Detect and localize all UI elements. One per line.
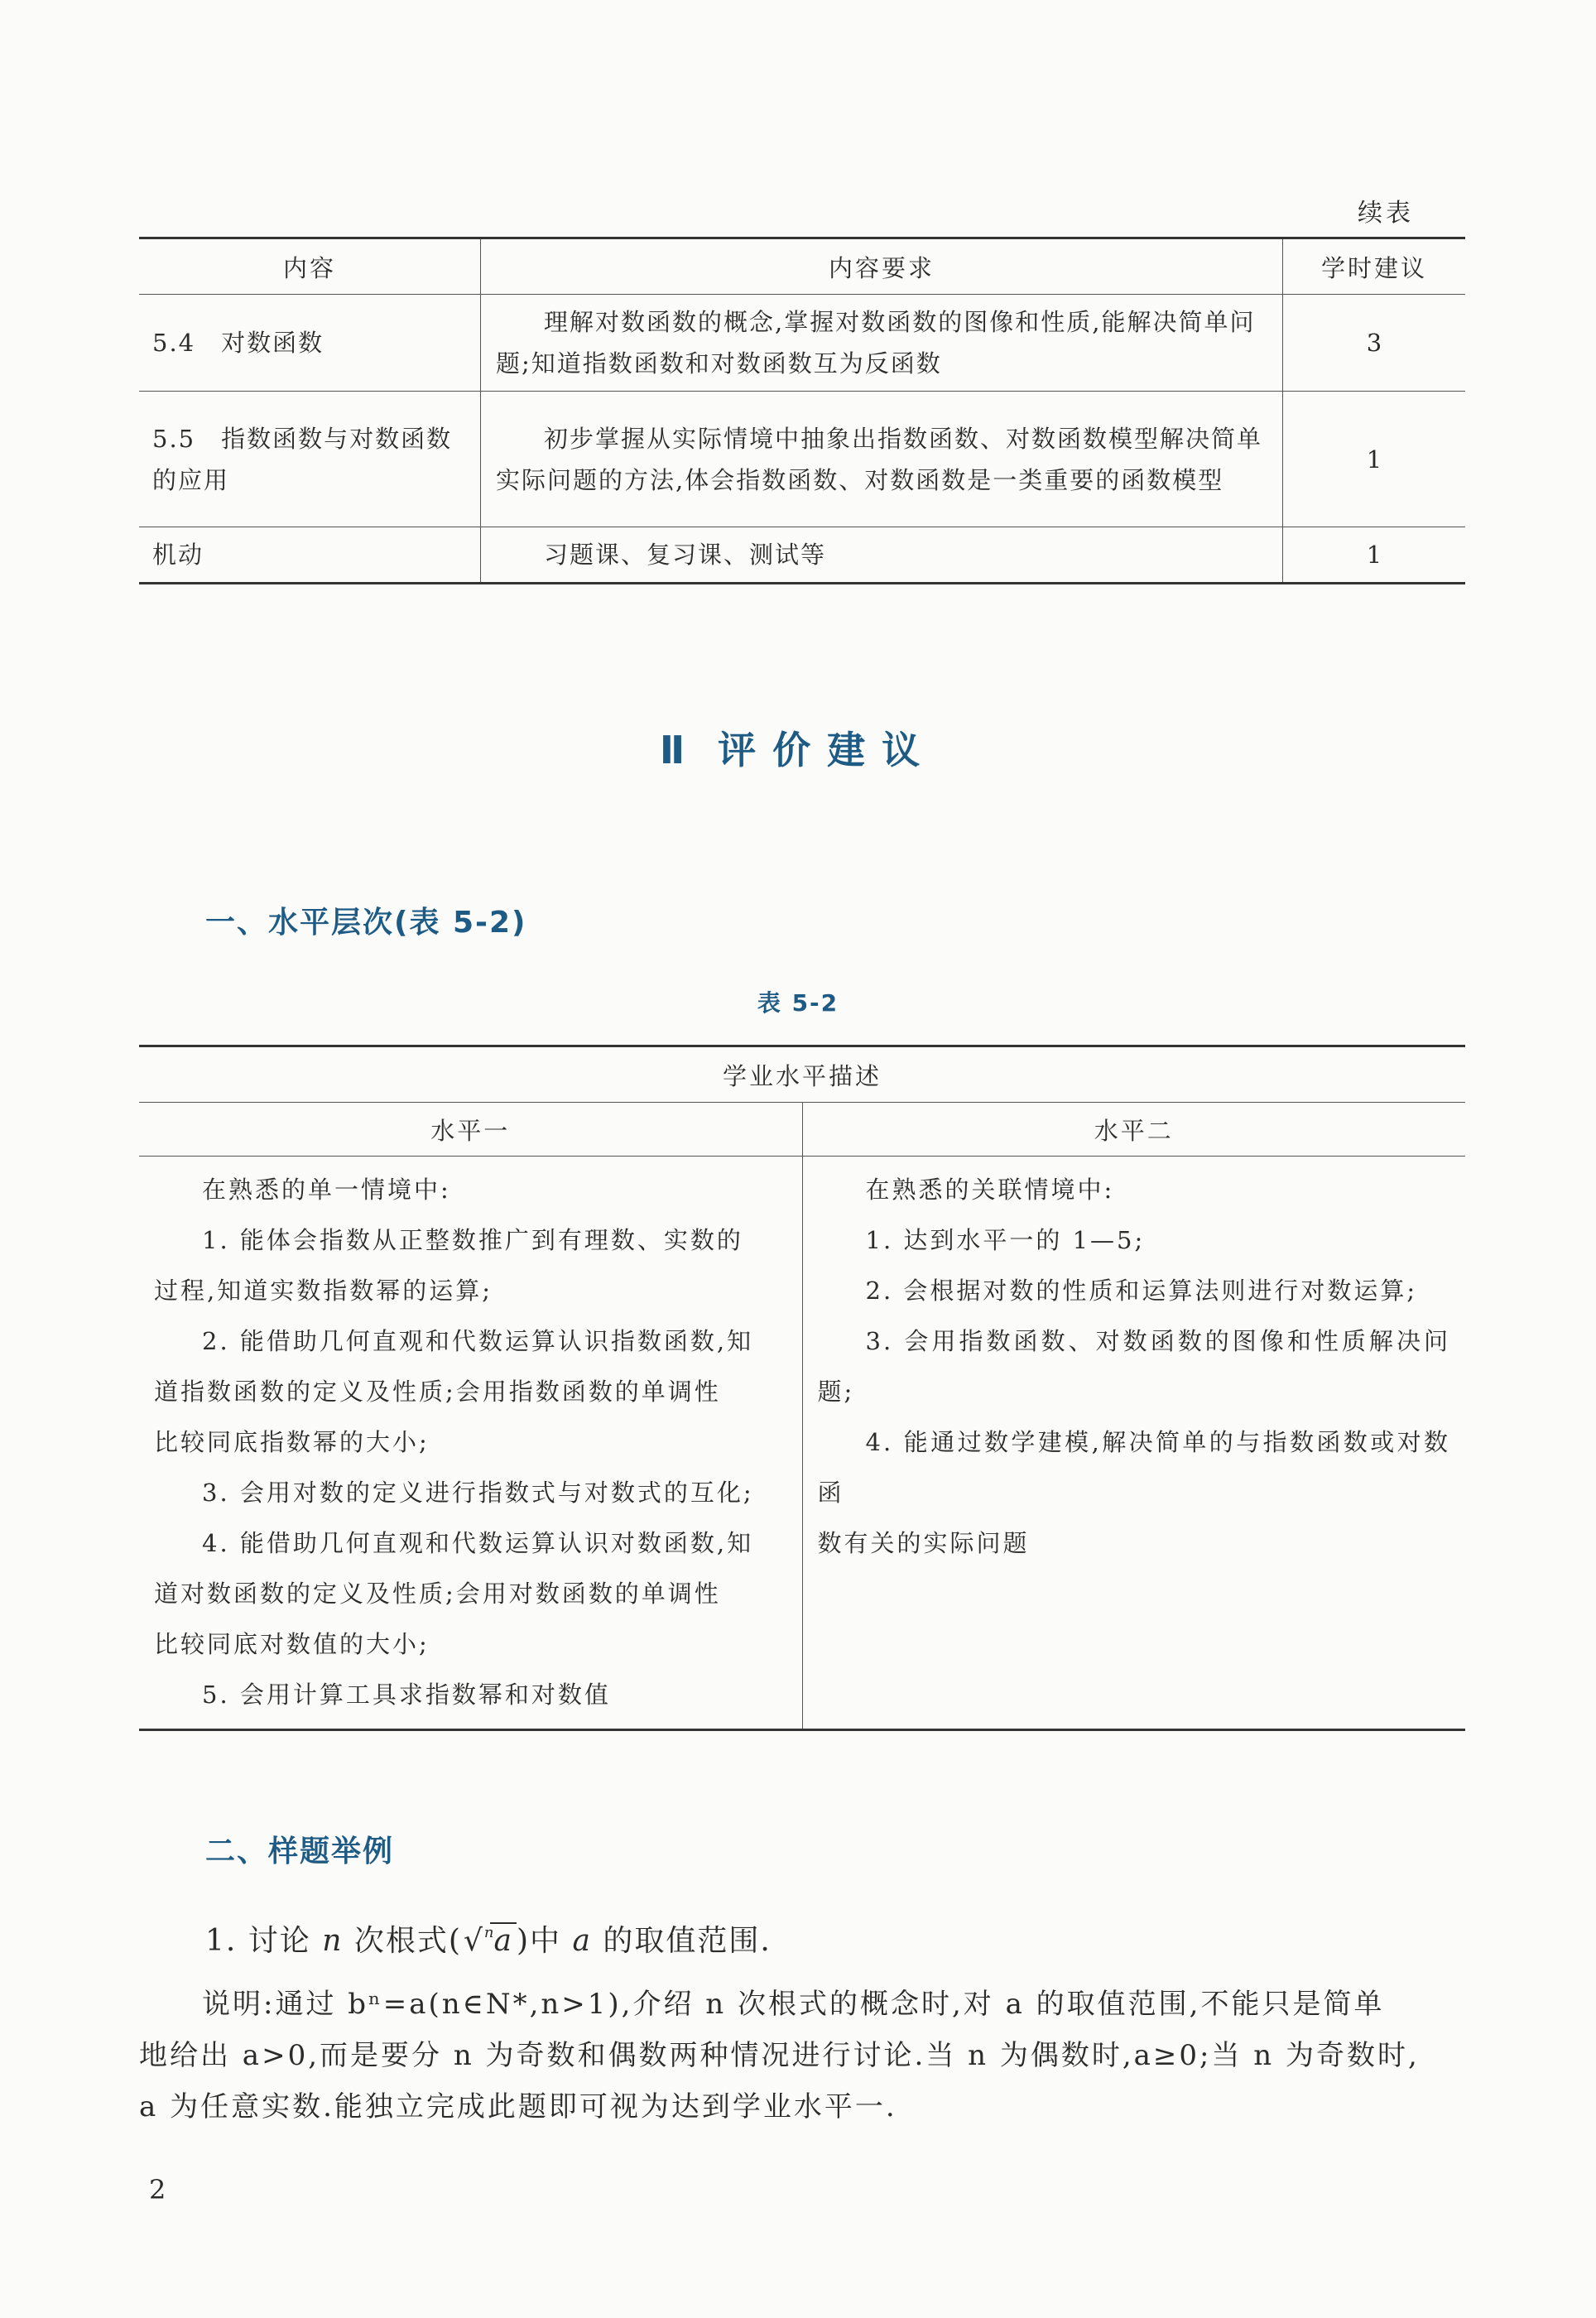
question-var-a: a xyxy=(572,1924,592,1958)
table-row xyxy=(139,392,1465,527)
section-number: Ⅱ xyxy=(659,728,685,772)
list-item: 3. 会用对数的定义进行指数式与对数式的互化; xyxy=(202,1479,754,1507)
question-text: 的取值范围. xyxy=(591,1924,772,1958)
level2-header: 水平二 xyxy=(802,1103,1465,1157)
section-heading xyxy=(0,720,1596,775)
list-item: 4. 能通过数学建模,解决简单的与指数函数或对数函 xyxy=(817,1428,1450,1507)
list-item: 5. 会用计算工具求指数幂和对数值 xyxy=(202,1681,611,1709)
table-caption: 表 5-2 xyxy=(757,989,839,1017)
row-requirement: 初步掌握从实际情境中抽象出指数函数、对数函数模型解决简单实际问题的方法,体会指数函数、对数函数是一类重要的函数模型 xyxy=(481,392,1283,527)
header-requirement: 内容要求 xyxy=(481,238,1283,295)
list-item: 在熟悉的关联情境中: xyxy=(865,1176,1115,1204)
nth-root-expression: √$^n$a xyxy=(462,1924,517,1958)
level-table xyxy=(139,1045,1465,1731)
header-hours: 学时建议 xyxy=(1283,238,1466,295)
table-header-row xyxy=(139,238,1465,295)
list-item: 过程,知道实数指数幂的运算; xyxy=(154,1277,493,1305)
level1-header: 水平一 xyxy=(139,1103,802,1157)
list-item: 4. 能借助几何直观和代数运算认识对数函数,知 xyxy=(202,1529,754,1557)
list-item: 比较同底指数幂的大小; xyxy=(154,1428,430,1456)
level-body-row xyxy=(139,1157,1465,1730)
row-hours: 1 xyxy=(1283,392,1466,527)
level-header-row xyxy=(139,1103,1465,1157)
list-item: 3. 会用指数函数、对数函数的图像和性质解决问题; xyxy=(817,1327,1450,1406)
row-content: 5.5 指数函数与对数函数的应用 xyxy=(139,392,481,527)
row-requirement: 习题课、复习课、测试等 xyxy=(481,527,1283,584)
row-hours: 1 xyxy=(1283,527,1466,584)
table-row xyxy=(139,527,1465,584)
root-radicand: a xyxy=(490,1922,516,1958)
level2-cell xyxy=(802,1157,1465,1730)
question-text: 次根式( xyxy=(343,1924,462,1958)
continued-table-label: 续表 xyxy=(1358,199,1414,228)
root-index: n xyxy=(483,1924,496,1941)
row-content: 机动 xyxy=(139,527,481,584)
explanation-line: 说明:通过 bⁿ=a(n∈N*,n>1),介绍 n 次根式的概念时,对 a 的取值范围,不能只是简单 xyxy=(202,1988,1385,2021)
example-question xyxy=(205,1917,772,1960)
subsection-heading-levels: 一、水平层次(表 5-2) xyxy=(205,906,527,940)
list-item: 2. 会根据对数的性质和运算法则进行对数运算; xyxy=(865,1277,1418,1305)
curriculum-table xyxy=(139,237,1465,584)
row-content: 5.4 对数函数 xyxy=(139,295,481,392)
list-item: 2. 能借助几何直观和代数运算认识指数函数,知 xyxy=(202,1327,754,1355)
level-table-title-row xyxy=(139,1046,1465,1103)
row-requirement: 理解对数函数的概念,掌握对数函数的图像和性质,能解决简单问题;知道指数函数和对数函数互为反函数 xyxy=(481,295,1283,392)
list-item: 道对数函数的定义及性质;会用对数函数的单调性 xyxy=(154,1580,721,1608)
row-hours: 3 xyxy=(1283,295,1466,392)
explanation-line: a 为任意实数.能独立完成此题即可视为达到学业水平一. xyxy=(139,2090,897,2123)
list-item: 道指数函数的定义及性质;会用指数函数的单调性 xyxy=(154,1378,721,1406)
explanation-line: 地给出 a>0,而是要分 n 为奇数和偶数两种情况进行讨论.当 n 为偶数时,a≥0;当 n 为奇数时, xyxy=(139,2039,1420,2072)
list-item: 数有关的实际问题 xyxy=(817,1529,1030,1557)
example-explanation xyxy=(139,1979,1465,2133)
list-item: 比较同底对数值的大小; xyxy=(154,1630,430,1658)
page-number: 2 xyxy=(149,2174,166,2205)
level-table-title: 学业水平描述 xyxy=(139,1046,1465,1103)
section-title-text: 评价建议 xyxy=(718,728,937,772)
subsection-heading-examples: 二、样题举例 xyxy=(205,1835,395,1868)
header-content: 内容 xyxy=(139,238,481,295)
question-text: 1. 讨论 xyxy=(205,1924,323,1958)
list-item: 1. 达到水平一的 1—5; xyxy=(865,1226,1146,1254)
level1-cell xyxy=(139,1157,802,1730)
table-row xyxy=(139,295,1465,392)
list-item: 1. 能体会指数从正整数推广到有理数、实数的 xyxy=(202,1226,743,1254)
list-item: 在熟悉的单一情境中: xyxy=(202,1176,451,1204)
question-text: )中 xyxy=(516,1924,573,1958)
question-var-n: n xyxy=(322,1924,344,1958)
